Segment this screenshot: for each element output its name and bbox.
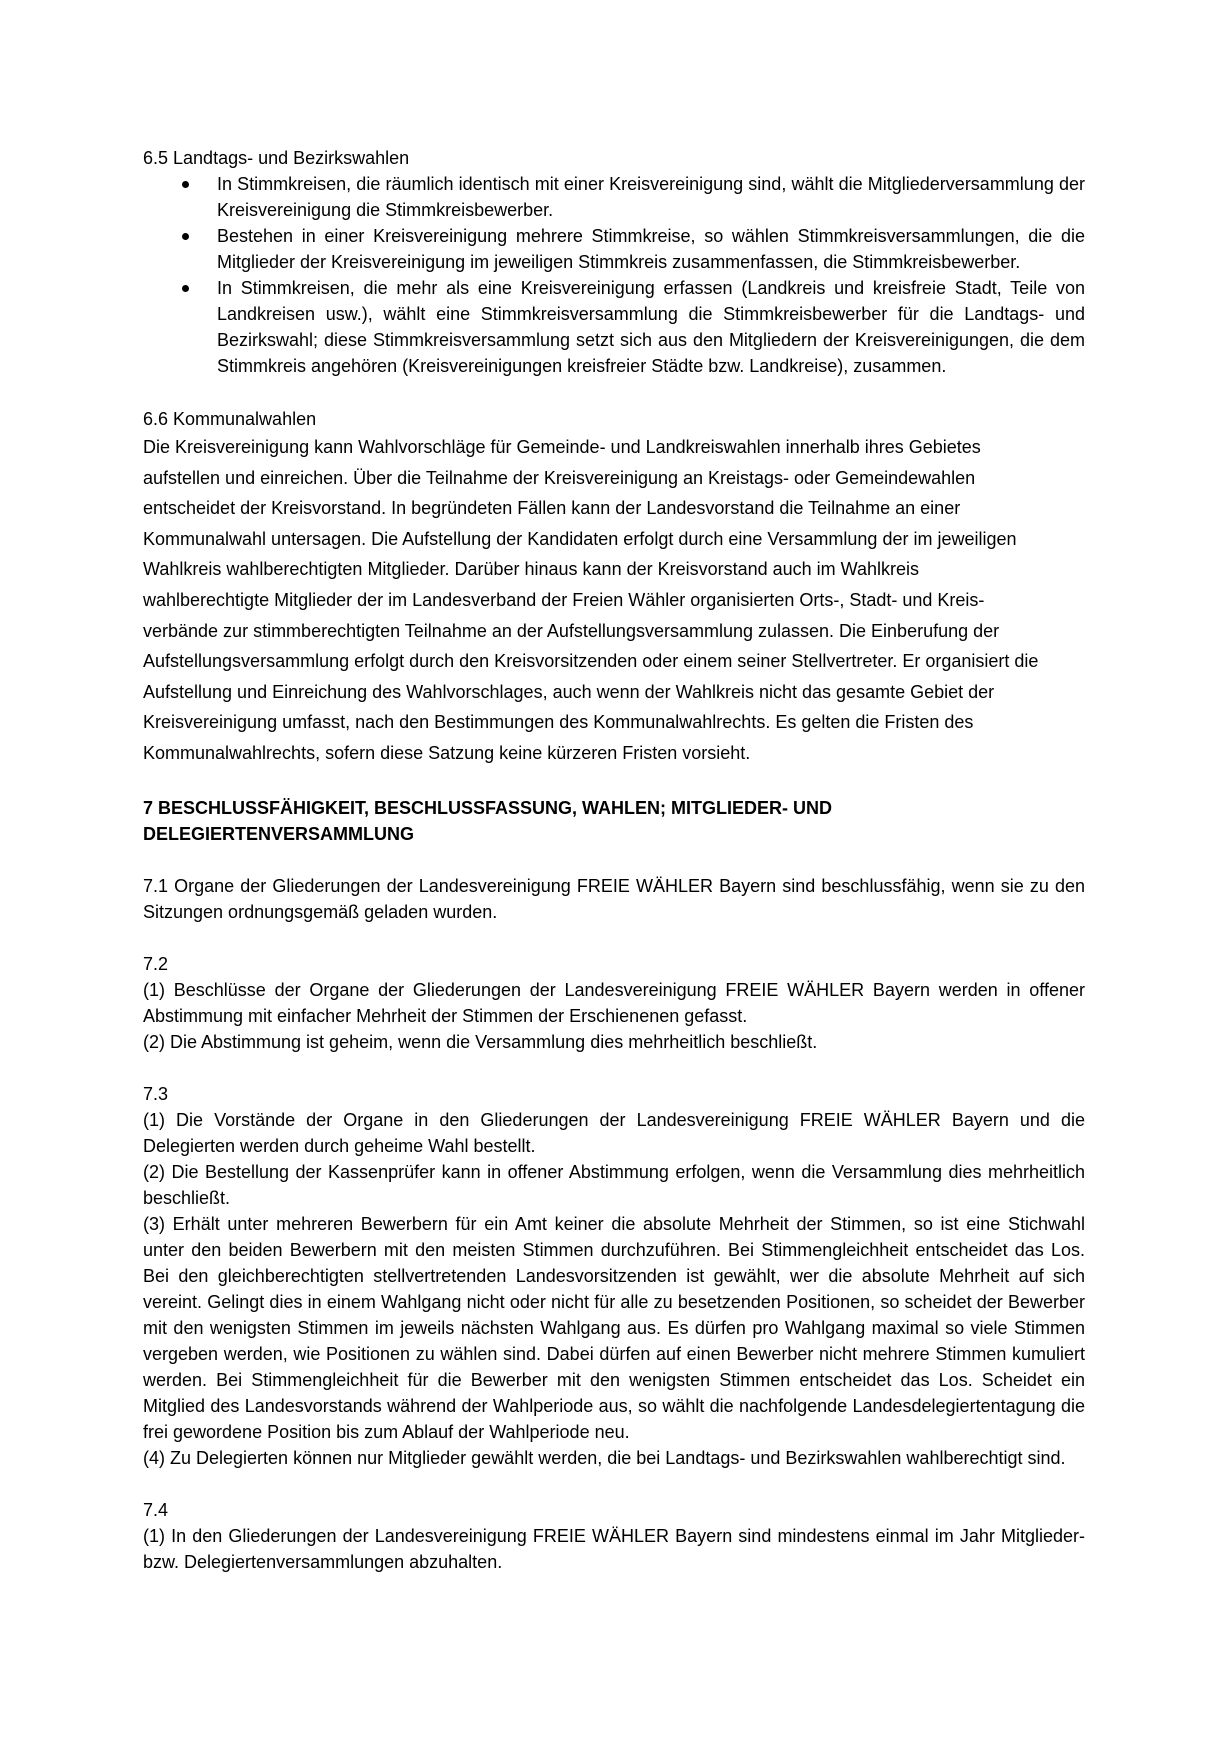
section-6-5-list xyxy=(217,171,1085,379)
text-line: verbände zur stimmberechtigten Teilnahme an der Aufstellungsversammlung zulassen. Die Einberufung der xyxy=(143,620,1000,641)
section-7-2-para-1: (1) Beschlüsse der Organe der Gliederungen der Landesvereinigung FREIE WÄHLER Bayern werden in offener Abstimmung mit einfacher Mehrheit der Stimmen der Erschienenen gefasst. xyxy=(143,979,1085,1026)
bullet-icon xyxy=(182,233,189,240)
section-7-2-number: 7.2 xyxy=(143,953,169,974)
list-item-text: In Stimmkreisen, die mehr als eine Kreisvereinigung erfassen (Landkreis und kreisfreie Stadt, Teile von Landkreisen usw.), wählt eine Stimmkreisversammlung die Stimmkreisbewerber für die Landtags- und Bezirkswahl; diese Stimmkreisversammlung setzt sich aus den Mitgliedern der Kreisvereinigungen, die dem Stimmkreis angehören (Kreisvereinigungen kreisfreier Städte bzw. Landkreise), zusammen. xyxy=(217,278,1085,376)
text-line: Kreisvereinigung umfasst, nach den Bestimmungen des Kommunalwahlrechts. Es gelten die Fristen des xyxy=(143,712,974,733)
section-7-heading-line1: 7 BESCHLUSSFÄHIGKEIT, BESCHLUSSFASSUNG, WAHLEN; MITGLIEDER- UND xyxy=(143,797,833,818)
section-6-6-body xyxy=(143,432,1085,769)
section-7-2-para-2: (2) Die Abstimmung ist geheim, wenn die Versammlung dies mehrheitlich beschließt. xyxy=(143,1031,818,1052)
list-item-text: Bestehen in einer Kreisvereinigung mehrere Stimmkreise, so wählen Stimmkreisversammlungen, die die Mitglieder der Kreisvereinigung im jeweiligen Stimmkreis zusammenfassen, die Stimmkreisbewerber. xyxy=(217,226,1085,272)
text-line: entscheidet der Kreisvorstand. In begründeten Fällen kann der Landesvorstand die Teilnahme an einer xyxy=(143,498,961,519)
section-7-3-para-3: (3) Erhält unter mehreren Bewerbern für ein Amt keiner die absolute Mehrheit der Stimmen, so ist eine Stichwahl unter den beiden Bewerbern mit den meisten Stimmen durchzuführen. Bei Stimmengleichheit entscheidet das Los. Bei den gleichberechtigten stellvertretenden Landesvorsitzenden ist gewählt, wer die absolute Mehrheit auf sich vereint. Gelingt dies in einem Wahlgang nicht oder nicht für alle zu besetzenden Positionen, so scheidet der Bewerber mit den wenigsten Stimmen im jeweils nächsten Wahlgang aus. Es dürfen pro Wahlgang maximal so viele Stimmen vergeben werden, wie Positionen zu wählen sind. Dabei dürfen auf einen Bewerber nicht mehrere Stimmen kumuliert werden. Bei Stimmengleichheit für die Bewerber mit den wenigsten Stimmen entscheidet das Los. Scheidet ein Mitglied des Landesvorstands während der Wahlperiode aus, so wählt die nachfolgende Landesdelegiertentagung die frei gewordene Position bis zum Ablauf der Wahlperiode neu. xyxy=(143,1213,1085,1442)
section-6-6-title: 6.6 Kommunalwahlen xyxy=(143,409,317,429)
section-7-3-para-1: (1) Die Vorstände der Organe in den Gliederungen der Landesvereinigung FREIE WÄHLER Bayern und die Delegierten werden durch geheime Wahl bestellt. xyxy=(143,1109,1085,1156)
section-7-4-number: 7.4 xyxy=(143,1499,169,1520)
bullet-icon xyxy=(182,181,189,188)
section-7-heading xyxy=(143,795,1085,847)
text-line: Wahlkreis wahlberechtigten Mitglieder. Darüber hinaus kann der Kreisvorstand auch im Wahlkreis xyxy=(143,559,920,580)
bullet-icon xyxy=(182,285,189,292)
text-line: Kommunalwahl untersagen. Die Aufstellung der Kandidaten erfolgt durch eine Versammlung der im jeweiligen xyxy=(143,528,1017,549)
section-7-1-text: 7.1 Organe der Gliederungen der Landesvereinigung FREIE WÄHLER Bayern sind beschlussfähig, wenn sie zu den Sitzungen ordnungsgemäß geladen wurden. xyxy=(143,875,1085,922)
text-line: aufstellen und einreichen. Über die Teilnahme der Kreisvereinigung an Kreistags- oder Gemeindewahlen xyxy=(143,467,976,488)
section-6-5-title: 6.5 Landtags- und Bezirkswahlen xyxy=(143,148,410,168)
list-item xyxy=(217,171,1085,223)
list-item xyxy=(217,275,1085,379)
text-line: Aufstellungsversammlung erfolgt durch den Kreisvorsitzenden oder einem seiner Stellvertreter. Er organisiert die xyxy=(143,651,1039,672)
text-line: Aufstellung und Einreichung des Wahlvorschlages, auch wenn der Wahlkreis nicht das gesamte Gebiet der xyxy=(143,681,995,702)
text-line: Die Kreisvereinigung kann Wahlvorschläge für Gemeinde- und Landkreiswahlen innerhalb ihres Gebietes xyxy=(143,437,981,457)
list-item-text: In Stimmkreisen, die räumlich identisch mit einer Kreisvereinigung sind, wählt die Mitgliederversammlung der Kreisvereinigung die Stimmkreisbewerber. xyxy=(217,174,1085,220)
section-7-4-para-1: (1) In den Gliederungen der Landesvereinigung FREIE WÄHLER Bayern sind mindestens einmal im Jahr Mitglieder- bzw. Delegiertenversammlungen abzuhalten. xyxy=(143,1525,1085,1572)
text-line: wahlberechtigte Mitglieder der im Landesverband der Freien Wähler organisierten Orts-, Stadt- und Kreis- xyxy=(143,589,985,610)
document-page xyxy=(143,145,1085,1575)
section-7-3-para-2: (2) Die Bestellung der Kassenprüfer kann in offener Abstimmung erfolgen, wenn die Versammlung dies mehrheitlich beschließt. xyxy=(143,1161,1085,1208)
section-7-3-para-4: (4) Zu Delegierten können nur Mitglieder gewählt werden, die bei Landtags- und Bezirkswahlen wahlberechtigt sind. xyxy=(143,1447,1066,1468)
section-7-3-number: 7.3 xyxy=(143,1083,169,1104)
section-7-heading-line2: DELEGIERTENVERSAMMLUNG xyxy=(143,823,415,844)
list-item xyxy=(217,223,1085,275)
text-line: Kommunalwahlrechts, sofern diese Satzung keine kürzeren Fristen vorsieht. xyxy=(143,742,751,763)
